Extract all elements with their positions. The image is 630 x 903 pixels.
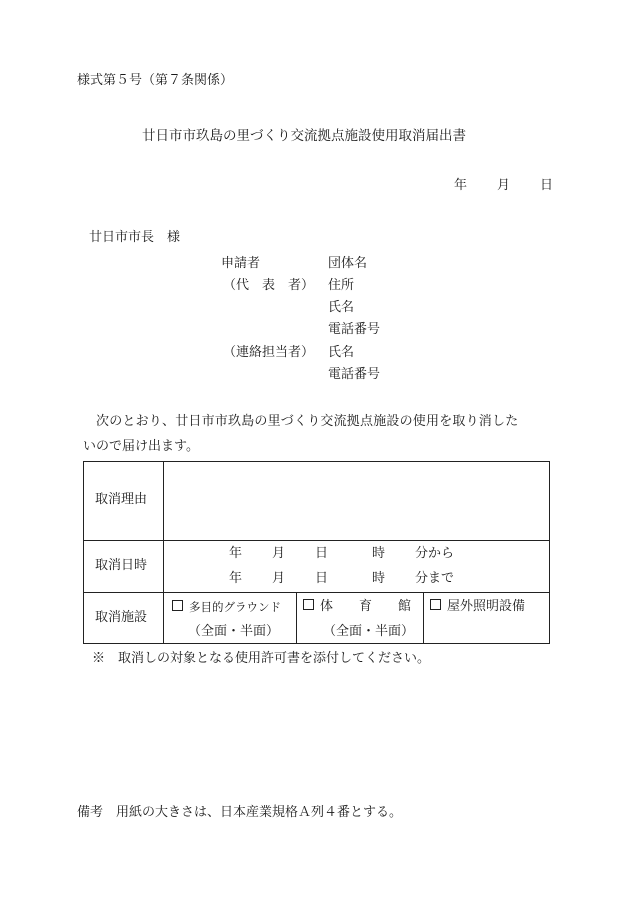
datetime-label: 取消日時 [95,558,148,573]
to-month: 月 [272,571,286,586]
facility-divider [296,592,297,643]
to-minute: 分まで [415,571,455,586]
facility-option-gym[interactable] [303,599,411,615]
reason-field[interactable] [166,464,548,538]
from-day: 日 [315,546,329,561]
reason-label: 取消理由 [95,492,148,507]
phone-label: 電話番号 [328,322,381,337]
contact-name-label: 氏名 [328,345,355,360]
facility-divider [423,592,424,643]
checkbox-icon[interactable] [172,600,183,611]
column-divider [163,462,164,643]
facility-name: 多目的グラウンド [189,600,281,614]
address-label: 住所 [328,278,355,293]
body-text-line-1: 次のとおり、廿日市市玖島の里づくり交流拠点施設の使用を取り消した [96,414,519,429]
from-month: 月 [272,546,286,561]
from-minute: 分から [415,546,455,561]
contact-person-label: （連絡担当者） [223,345,315,360]
org-name-label: 団体名 [328,256,368,271]
applicant-label: 申請者 [221,256,261,271]
cancellation-form-table [83,461,550,644]
name-label: 氏名 [328,300,355,315]
form-number: 様式第５号（第７条関係） [77,73,234,88]
facility-scope-ground: （全面・半面） [188,624,280,639]
facility-label: 取消施設 [95,610,148,625]
document-title: 廿日市市玖島の里づくり交流拠点施設使用取消届出書 [142,128,466,144]
remarks: 備考 用紙の大きさは、日本産業規格Ａ列４番とする。 [77,805,403,820]
checkbox-icon[interactable] [303,599,314,610]
from-hour: 時 [372,546,386,561]
to-day: 日 [315,571,329,586]
facility-name: 体 育 館 [320,599,412,614]
facility-option-lighting[interactable] [430,599,525,615]
to-hour: 時 [372,571,386,586]
body-text-line-2: いので届け出ます。 [83,439,199,454]
to-year: 年 [229,571,243,586]
representative-label: （代 表 者） [223,278,315,293]
facility-scope-gym: （全面・半面） [323,624,415,639]
from-year: 年 [229,546,243,561]
attachment-note: ※ 取消しの対象となる使用許可書を添付してください。 [92,651,431,666]
facility-name: 屋外照明設備 [447,599,526,614]
date-year-label: 年 [454,178,468,193]
row-divider [84,592,549,593]
date-month-label: 月 [497,178,511,193]
contact-phone-label: 電話番号 [328,367,381,382]
facility-option-ground[interactable] [172,599,281,616]
checkbox-icon[interactable] [430,599,441,610]
row-divider [84,540,549,541]
addressee: 廿日市市長 様 [89,230,181,245]
date-day-label: 日 [540,178,554,193]
